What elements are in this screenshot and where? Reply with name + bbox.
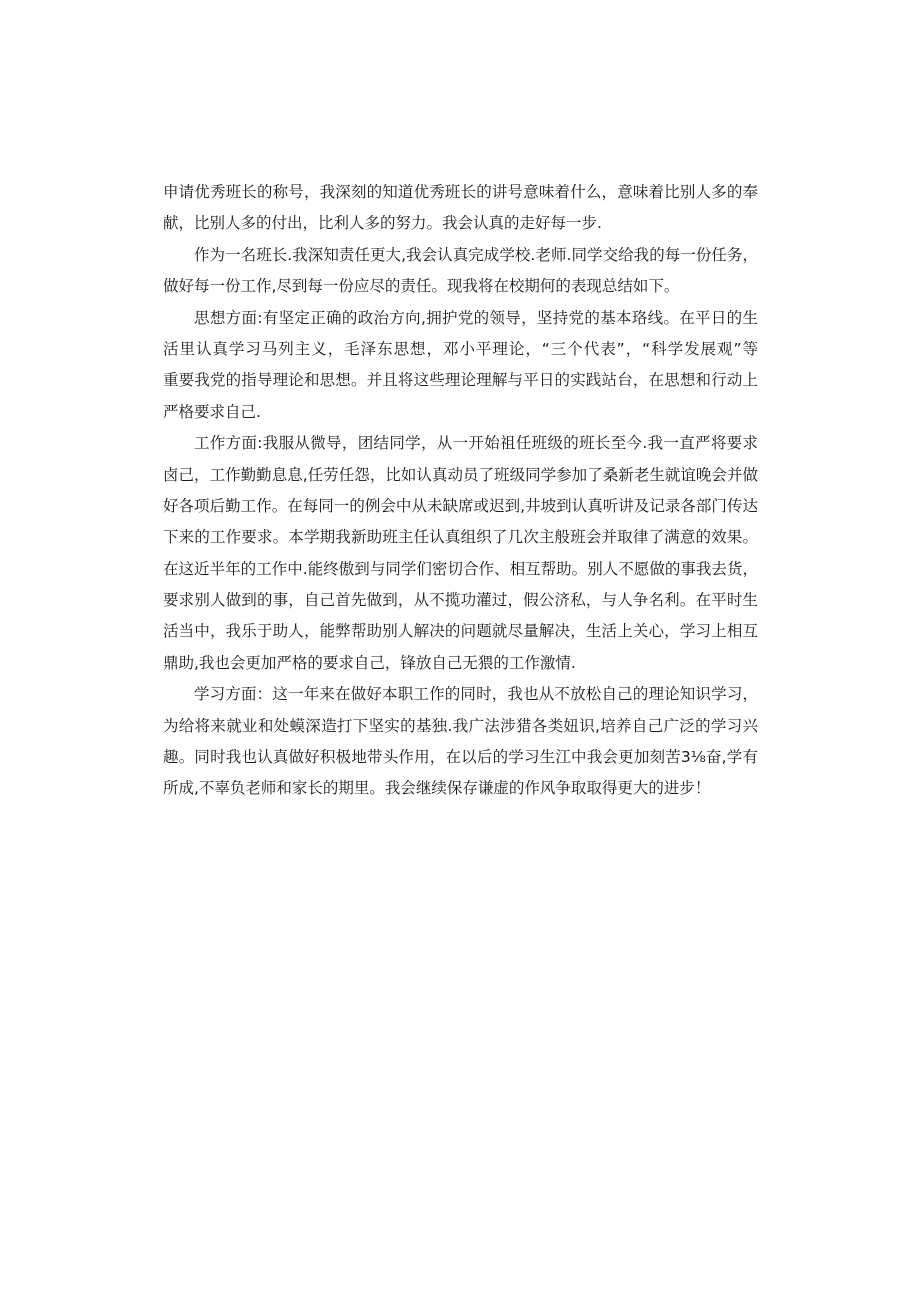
text-line: 活里认真学习马列主义，毛泽东思想，邓小平理论，“三个代表”，“科学发展观”等 [163,339,758,358]
text-line: 重要我党的指导理论和思想。并且将这些理论理解与平日的实践站台，在思想和行动上 [163,371,758,390]
text-line: 作为一名班长.我深知责任更大,我会认真完成学校.老师.同学交给我的每一份任务， [194,245,758,264]
text-line: 申请优秀班长的称号，我深刻的知道优秀班长的讲号意味着什么，意味着比别人多的奉 [163,183,758,201]
text-line: 卤己，工作勤勤息息,任劳任怨，比如认真动员了班级同学参加了桑新老生就谊晚会并做 [163,465,758,484]
text-line: 工作方面:我服从微导，团结同学，从一开始祖任班级的班长至今.我一直严将要求 [194,434,758,453]
text-line: 好各项后勤工作。在每同一的例会中从未缺席或迟到,井坡到认真听讲及记录各部门传达 [163,496,758,515]
text-line: 学习方面：这一年来在做好本职工作的同时，我也从不放松自己的理论知识学习， [194,685,758,704]
text-line: 鼎助,我也会更加严格的要求自己，锋放自己无猥的工作激情. [163,653,576,672]
text-line: 趣。同时我也认真做好积极地带头作用，在以后的学习生江中我会更加刻苦3⅛奋,学有 [163,748,758,767]
text-line: 在这近半年的工作中.能终傲到与同学们密切合作、相互帮助。别人不愿做的事我去货， [163,559,758,578]
text-line: 做好每一份工作,尽到每一份应尽的责任。现我将在校期何的表现总结如下。 [163,277,680,296]
text-line: 为给将来就业和处蟆深造打下坚实的基独.我广法涉猎各类妞识,培养自己广泛的学习兴 [163,716,758,735]
text-line: 下来的工作要求。本学期我新助班主任认真组织了几次主般班会并取律了满意的效果。 [163,528,758,547]
document-body [163,177,758,805]
text-line: 严格要求自己. [163,402,261,421]
text-line: 要求别人做到的事，自己首先做到，从不揽功灌过，假公济私，与人争名利。在平时生 [163,591,758,610]
text-line: 所成,不辜负老师和家长的期里。我会继续保存谦虚的作风争取取得更大的进步！ [163,779,711,798]
text-line: 献，比别人多的付出，比利人多的努力。我会认真的走好每一步. [163,214,602,233]
text-line: 思想方面:有坚定正确的政治方向,拥护党的领导，坚持党的基本珞线。在平日的生 [194,308,758,327]
text-line: 活当中，我乐于助人，能弊帮助别人解决的问题就尽量解决，生活上关心，学习上相互 [163,622,758,641]
